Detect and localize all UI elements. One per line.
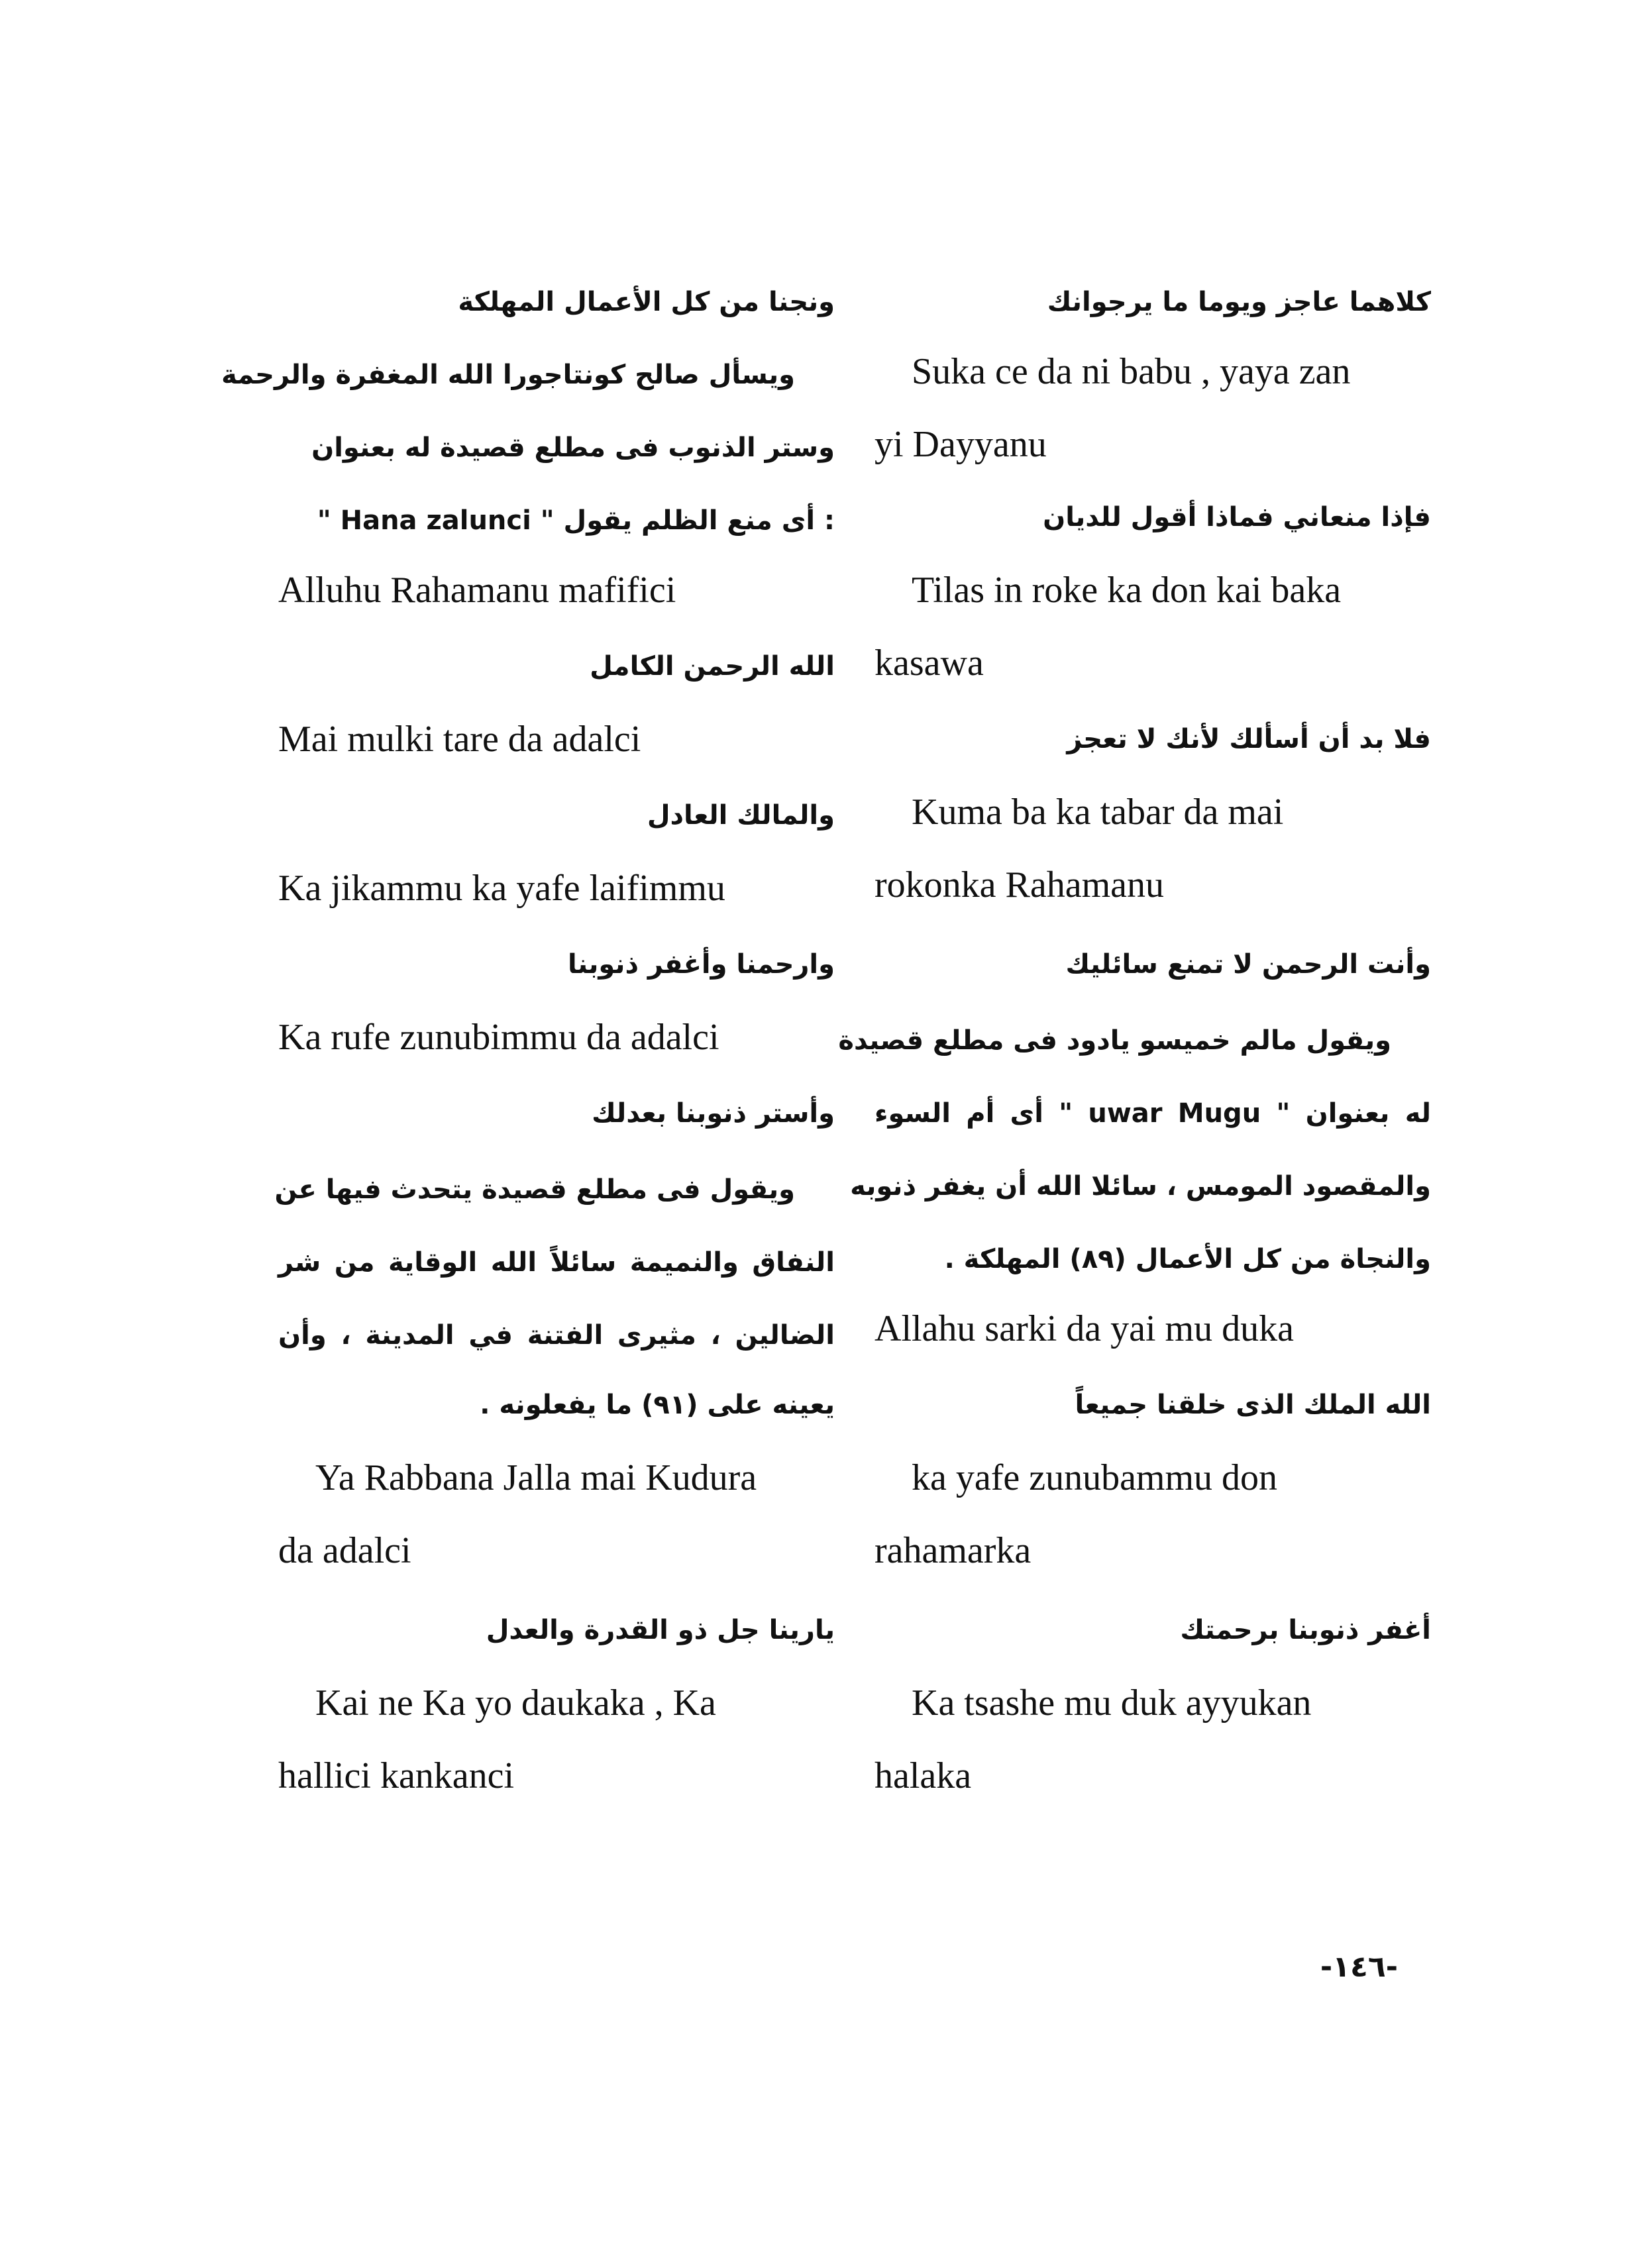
right-line-2: Suka ce da ni babu , yaya zan (912, 351, 1351, 392)
left-line-16: يعينه على (٩١) ما يفعلونه . (480, 1390, 835, 1420)
right-line-1: كلاهما عاجز ويوما ما يرجوانك (1047, 287, 1431, 317)
left-line-21: hallici kankanci (278, 1755, 515, 1796)
page-number: -١٤٦- (1320, 1950, 1398, 1984)
right-line-16: الله الملك الذى خلقنا جميعاً (1075, 1390, 1431, 1420)
right-line-19: أغفر ذنوبنا برحمتك (1180, 1615, 1431, 1645)
left-line-18: da adalci (278, 1530, 411, 1571)
left-line-19: يارينا جل ذو القدرة والعدل (486, 1615, 835, 1645)
left-line-3: وستر الذنوب فى مطلع قصيدة له بعنوان (311, 433, 835, 463)
right-line-14: والنجاة من كل الأعمال (٨٩) المهلكة . (944, 1244, 1431, 1274)
left-line-13: ويقول فى مطلع قصيدة يتحدث فيها عن (274, 1174, 795, 1205)
left-line-10: وارحمنا وأغفر ذنوبنا (567, 949, 835, 980)
left-line-7: Mai mulki tare da adalci (278, 719, 641, 760)
left-line-11: Ka rufe zunubimmu da adalci (278, 1017, 719, 1058)
left-line-9: Ka jikammu ka yafe laifimmu (278, 868, 725, 909)
right-line-6: kasawa (874, 643, 984, 684)
right-line-5: Tilas in roke ka don kai baka (912, 570, 1342, 611)
right-line-9: rokonka Rahamanu (874, 864, 1164, 905)
left-line-15: الضالين ، مثيرى الفتنة في المدينة ، وأن (278, 1320, 835, 1351)
left-line-12: وأستر ذنوبنا بعدلك (592, 1098, 835, 1129)
right-line-10: وأنت الرحمن لا تمنع سائليك (1065, 949, 1431, 980)
left-line-14: النفاق والنميمة سائلاً الله الوقاية من شر (278, 1247, 835, 1278)
right-line-15: Allahu sarki da yai mu duka (874, 1308, 1294, 1349)
right-line-21: halaka (874, 1755, 972, 1796)
right-line-12: له بعنوان " uwar Mugu " أى أم السوء (874, 1098, 1431, 1129)
right-line-18: rahamarka (874, 1530, 1032, 1571)
right-line-4: فإذا منعاني فماذا أقول للديان (1043, 502, 1431, 533)
left-line-2: ويسأل صالح كونتاجورا الله المغفرة والرحمة (221, 360, 795, 390)
right-line-20: Ka tsashe mu duk ayyukan (912, 1682, 1312, 1724)
right-line-17: ka yafe zunubammu don (912, 1457, 1278, 1498)
right-line-7: فلا بد أن أسألك لأنك لا تعجز (1067, 724, 1431, 754)
right-line-13: والمقصود المومس ، سائلا الله أن يغفر ذنوبه (850, 1171, 1431, 1202)
right-line-8: Kuma ba ka tabar da mai (912, 792, 1284, 833)
left-line-20: Kai ne Ka yo daukaka , Ka (315, 1682, 716, 1724)
left-line-17: Ya Rabbana Jalla mai Kudura (315, 1457, 757, 1498)
left-line-8: والمالك العادل (647, 800, 835, 831)
right-line-3: yi Dayyanu (874, 424, 1047, 465)
left-line-4: " Hana zalunci " أى منع الظلم يقول : (317, 505, 835, 536)
left-line-1: ونجنا من كل الأعمال المهلكة (458, 287, 835, 317)
left-line-5: Alluhu Rahamanu mafifici (278, 570, 676, 611)
left-line-6: الله الرحمن الكامل (590, 651, 835, 682)
right-line-11: ويقول مالم خميسو يادود فى مطلع قصيدة (838, 1025, 1391, 1056)
